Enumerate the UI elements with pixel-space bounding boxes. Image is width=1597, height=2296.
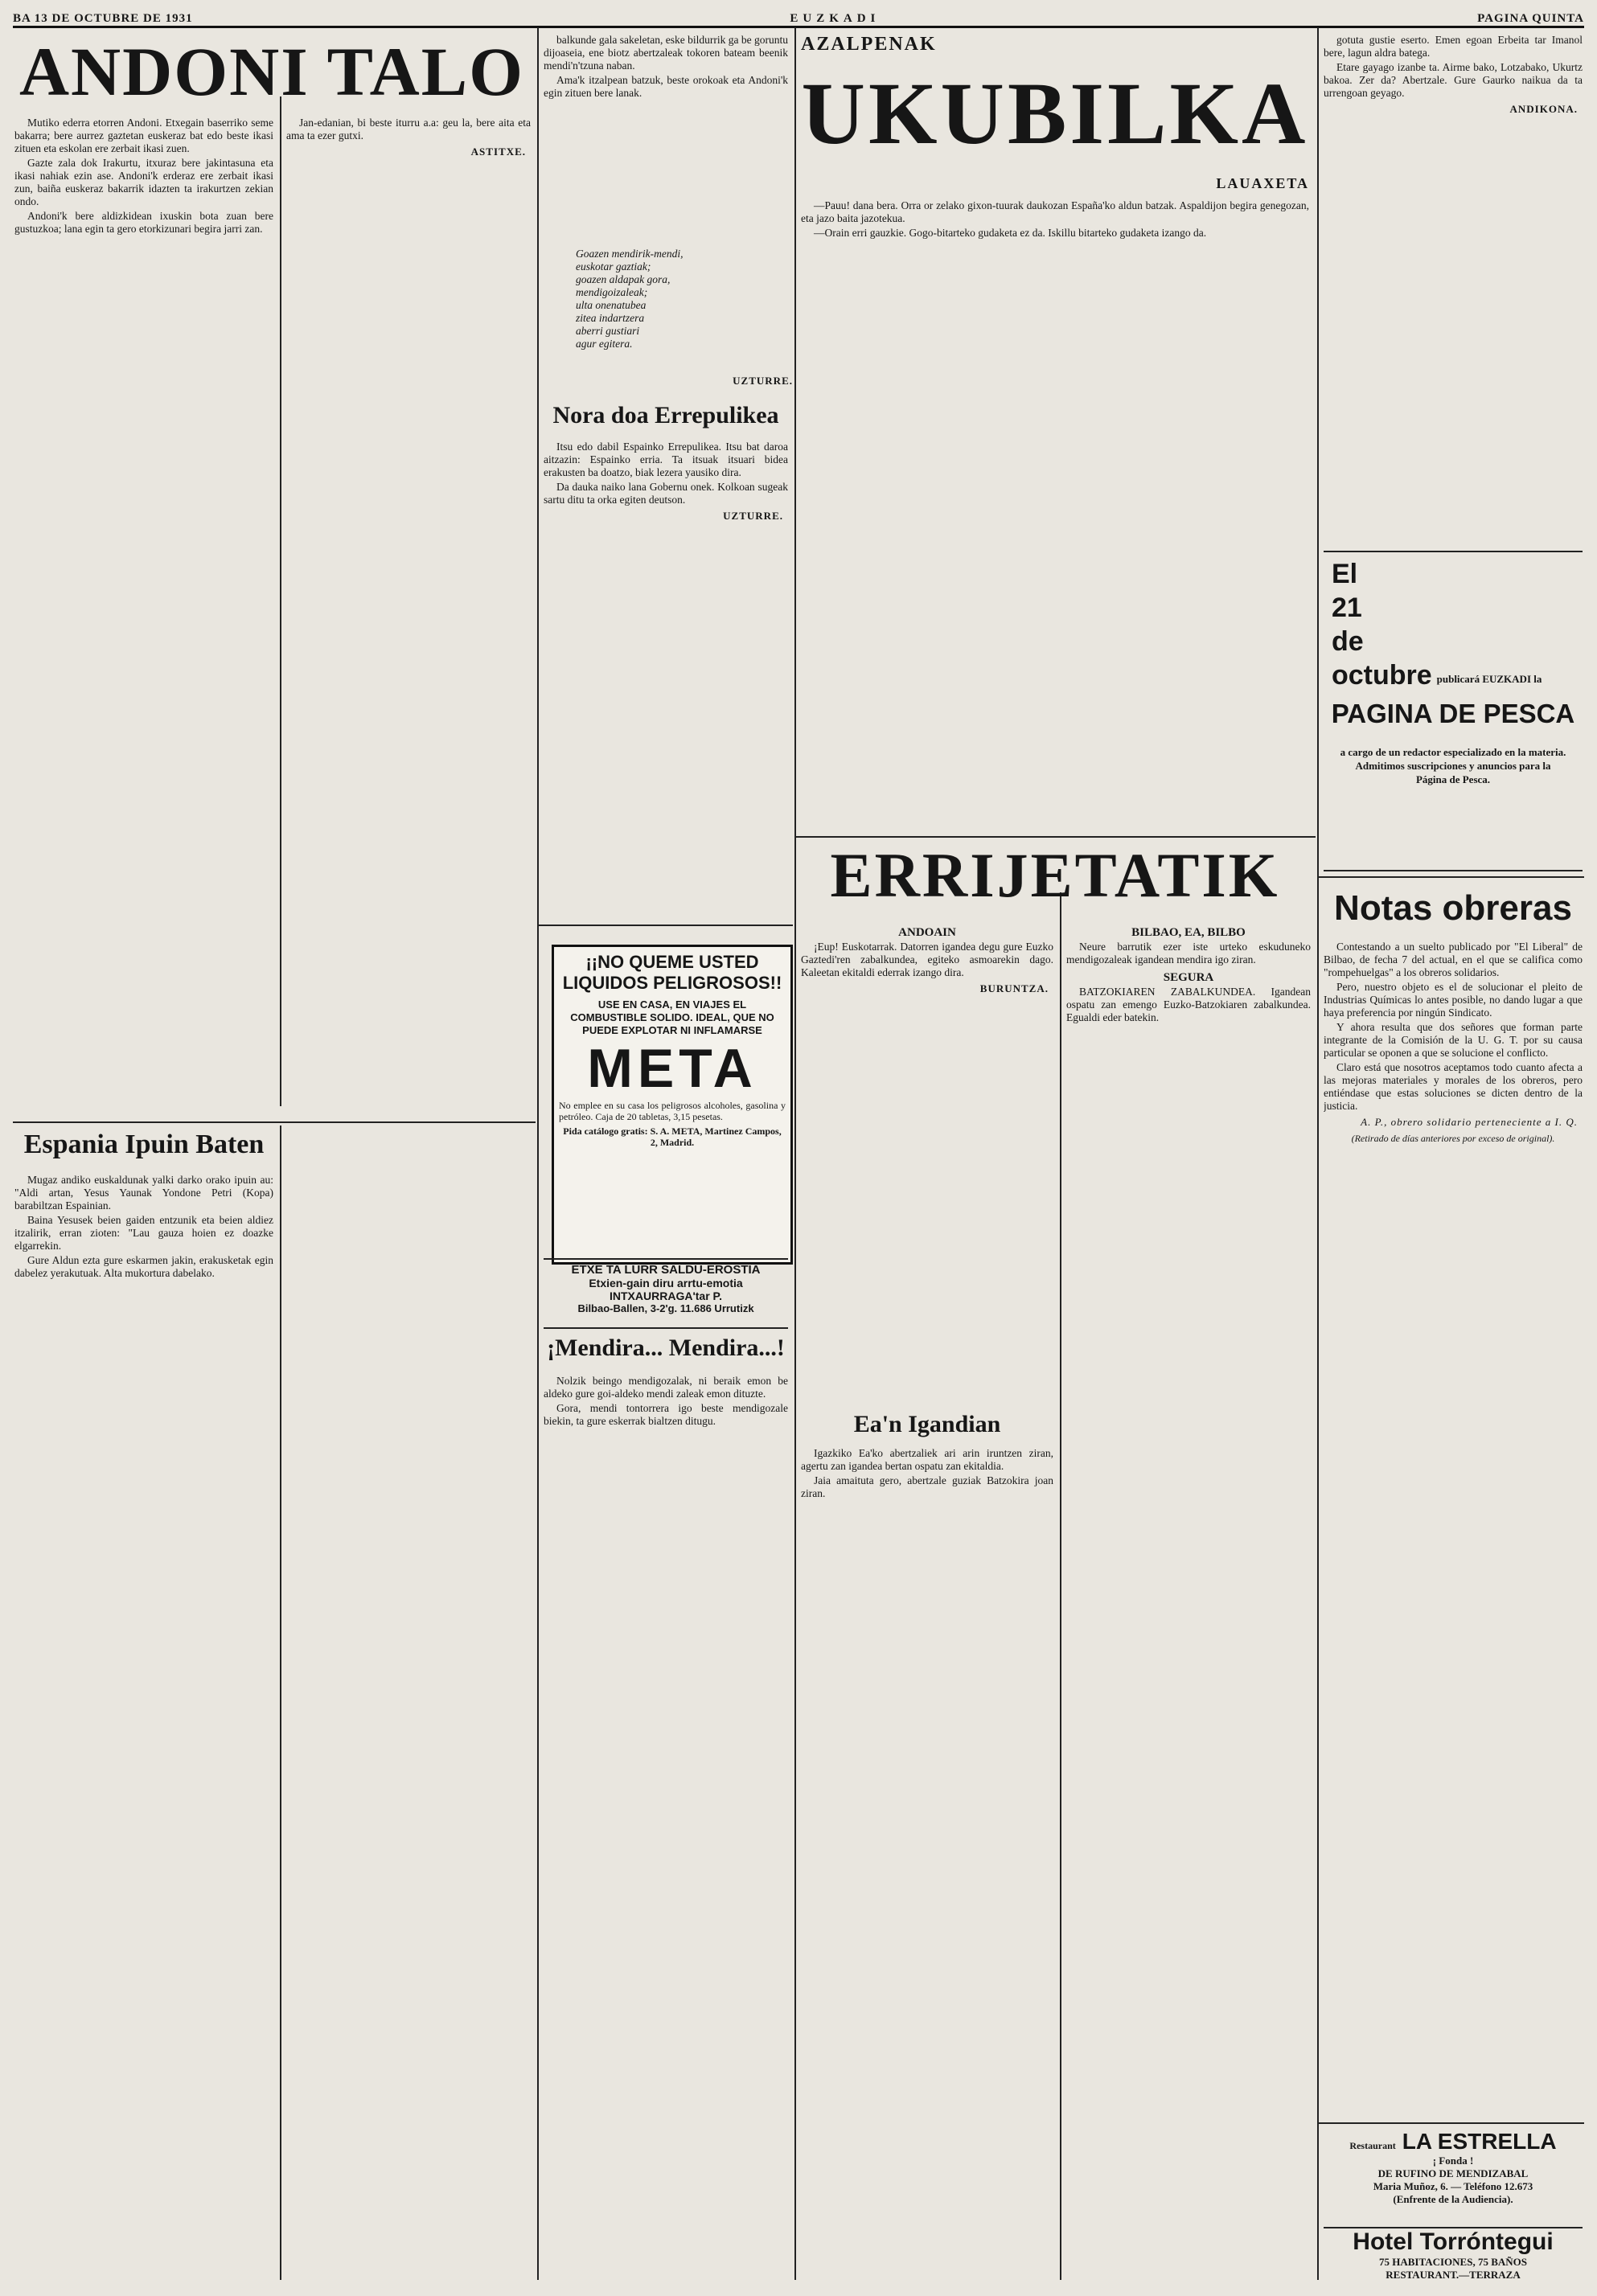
section-place: BILBAO, EA, BILBO bbox=[1131, 926, 1246, 939]
pesca-details: a cargo de un redactor especializado en la materia. Admitimos suscripciones y anuncios para la Página de Pesca. bbox=[1340, 746, 1566, 785]
paragraph: Igazkiko Ea'ko abertzaliek ari arin iruntzen ziran, agertu zan igandea bertan ospatu zan ekitaldia. bbox=[801, 1447, 1053, 1472]
section-rule bbox=[539, 925, 793, 926]
paragraph: —Pauu! dana bera. Orra or zelako gixon-tuurak daukozan España'ko aldun batzak. Aspaldijon begira genegozan, eta jazo baita jazotekua. bbox=[801, 199, 1309, 224]
pesca-el: El bbox=[1332, 559, 1358, 589]
meta-subhead: USE EN CASA, EN VIAJES EL COMBUSTIBLE SOLIDO. IDEAL, QUE NO PUEDE EXPLOTAR NI INFLAMARSE bbox=[570, 998, 774, 1036]
header-date: BA 13 DE OCTUBRE DE 1931 bbox=[13, 12, 193, 25]
espania-body bbox=[14, 1174, 273, 2283]
hotel-line: RESTAURANT.—TERRAZA bbox=[1386, 2269, 1521, 2281]
balkunde-body bbox=[544, 34, 788, 243]
paragraph: Pero, nuestro objeto es el de solucionar el pleito de Industrias Químicas lo antes posible, no dando lugar a que haya preferencia por ningún Sindicato. bbox=[1324, 981, 1583, 1019]
verse-line: ulta onenatubea bbox=[576, 299, 647, 311]
pesca-day: 21 bbox=[1332, 592, 1362, 623]
hotel-line: 75 HABITACIONES, 75 BAÑOS bbox=[1379, 2256, 1527, 2268]
column-rule bbox=[280, 96, 281, 1106]
section-place: ANDOAIN bbox=[898, 926, 956, 939]
paragraph: Itsu edo dabil Espainko Errepulikea. Itsu bat daroa aitzazin: Espainko erria. Ta itsuak itsuari bidea erakusten ba doatzo, biak lezera yausiko dira. bbox=[544, 441, 788, 478]
section-rule bbox=[13, 1121, 536, 1123]
pesca-month: octubre bbox=[1332, 660, 1432, 691]
estrella-line: Maria Muñoz, 6. — Teléfono 12.673 bbox=[1373, 2180, 1533, 2192]
paragraph: Y ahora resulta que dos señores que forman parte integrante de la Comisión de la U. G. T. por su causa particular se oponen a que se solucione el conflicto. bbox=[1324, 1021, 1583, 1059]
meta-brand: META bbox=[587, 1038, 757, 1099]
mendira-body bbox=[544, 1375, 788, 2283]
paragraph: Mutiko ederra etorren Andoni. Etxegain baserriko seme bakarra; bere aurrez gaztetan euskeraz bat edo beste ikasi zituen eta eskolan ere zerbait ikasi zuen. bbox=[14, 117, 273, 154]
paragraph: —Orain erri gauzkie. Gogo-bitarteko gudaketa ez da. Iskillu bitarteko gudaketa izango da. bbox=[814, 227, 1207, 239]
hotel-name: Hotel Torróntegui bbox=[1353, 2228, 1554, 2255]
estrella-advertisement bbox=[1324, 2129, 1583, 2224]
ukubilka-title: UKUBILKA bbox=[801, 64, 1309, 162]
paragraph: Gora, mendi tontorrera igo beste mendigozale biekin, ta gure eskerrak bialtzen ditugu. bbox=[544, 1402, 788, 1427]
paragraph: Gazte zala dok Irakurtu, itxuraz bere jakintasuna eta ikasi nahiak ezin ase. Andoni'k erderaz ere zerbait ikasi zun, baiña euskeraz bakarrik idazten ta irakurtzen zekian ondo. bbox=[14, 157, 273, 207]
estrella-label: Restaurant bbox=[1349, 2140, 1396, 2151]
nora-title: Nora doa Errepulikea bbox=[552, 402, 779, 428]
errijetatik-right bbox=[1066, 925, 1311, 2283]
meta-address: Pida catálogo gratis: S. A. META, Martinez Campos, 2, Madrid. bbox=[563, 1125, 782, 1148]
paragraph: Jaia amaituta gero, abertzale guziak Batzokira joan ziran. bbox=[801, 1474, 1053, 1499]
column-rule bbox=[537, 27, 539, 2280]
andoni-body-right bbox=[286, 117, 531, 1113]
section-rule bbox=[1319, 876, 1584, 878]
paragraph: Etare gayago izanbe ta. Airme bako, Lotzabako, Ukurtz bakoa. Zer da? Abertzale. Gure Gaurko naikua da ta urrengoan geyago. bbox=[1324, 61, 1583, 99]
meta-body: No emplee en su casa los peligrosos alcoholes, gasolina y petróleo. Caja de 20 tabletas, 3,15 pesetas. bbox=[559, 1100, 786, 1122]
errijetatik-signature: BURUNTZA. bbox=[979, 982, 1049, 994]
column-rule bbox=[794, 27, 796, 2280]
paragraph: Ama'k itzalpean batzuk, beste orokoak eta Andoni'k egin zituen bere lanak. bbox=[544, 74, 788, 99]
paragraph: Andoni'k bere aldizkidean ixuskin bota zuan bere gustuzkoa; lana egin ta gero etorkizunari begira jarri zan. bbox=[14, 210, 273, 235]
pesca-headline: PAGINA DE PESCA bbox=[1331, 699, 1575, 728]
igandian-title: Ea'n Igandian bbox=[853, 1411, 1001, 1437]
estrella-line: ¡ Fonda ! bbox=[1432, 2155, 1474, 2167]
verse-line: goazen aldapak gora, bbox=[576, 273, 671, 285]
paragraph: Claro está que nosotros aceptamos todo cuanto afecta a las mejoras materiales y morales de los obreros, pero entiéndase que estas soluciones se dicten dentro de la justicia. bbox=[1324, 1061, 1583, 1112]
pesca-advertisement bbox=[1324, 551, 1583, 871]
verse-line: agur egitera. bbox=[576, 338, 633, 350]
page-header bbox=[13, 5, 1584, 28]
igandian-body bbox=[801, 1447, 1053, 2283]
column-rule bbox=[1317, 27, 1319, 2280]
paragraph: Neure barrutik ezer iste urteko eskuduneko mendigozaleak igandean mendira igo ziran. bbox=[1066, 941, 1311, 966]
paragraph: Baina Yesusek beien gaiden entzunik eta beien aldiez itzalirik, erran zioten: "Lau gauza hoien ez doazke elgarrekin. bbox=[14, 1214, 273, 1252]
andoni-body-left bbox=[14, 117, 273, 1113]
andoni-signature: ASTITXE. bbox=[470, 146, 526, 158]
pesca-publica: publicará EUZKADI la bbox=[1436, 673, 1542, 685]
section-place: SEGURA bbox=[1163, 971, 1214, 984]
verse-line: mendigoizaleak; bbox=[576, 286, 648, 298]
paragraph: Gure Aldun ezta gure eskarmen jakin, erakusketak egin dabelez yerakutuak. Alta mukortura dabelako. bbox=[14, 1254, 273, 1279]
errijetatik-title: ERRIJETATIK bbox=[830, 840, 1280, 910]
paragraph: ¡Eup! Euskotarrak. Datorren igandea degu gure Euzko Gaztedi'ren zabalkundea, egiteko asmoarekin dago. Kaleetan ekitaldi ederrak izango dira. bbox=[801, 941, 1053, 978]
estrella-line: DE RUFINO DE MENDIZABAL bbox=[1377, 2167, 1529, 2179]
balkunde-signature: UZTURRE. bbox=[733, 375, 793, 387]
notas-note: (Retirado de días anteriores por exceso de original). bbox=[1351, 1133, 1555, 1144]
saldu-line: INTXAURRAGA'tar P. bbox=[610, 1289, 722, 1302]
hotel-advertisement bbox=[1324, 2227, 1583, 2285]
meta-headline: ¡¡NO QUEME USTED LIQUIDOS PELIGROSOS!! bbox=[562, 952, 782, 993]
mendira-title: ¡Mendira... Mendira...! bbox=[547, 1335, 785, 1361]
verse-line: Goazen mendirik-mendi, bbox=[576, 248, 684, 260]
paragraph: balkunde gala sakeletan, eske bildurrik ga be goruntu dijoaseia, ene biotz abertzaleak tokoren bateam beenik mendi'n'tzuna naban. bbox=[544, 34, 788, 72]
paragraph: Nolzik beingo mendigozalak, ni beraik emon be aldeko gure goi-aldeko mendi zaleak emon dituzte. bbox=[544, 1375, 788, 1400]
header-paper-name: EUZKADI bbox=[790, 12, 881, 25]
column-rule bbox=[280, 1125, 281, 2280]
saldu-line: Etxien-gain diru arrtu-emotia bbox=[589, 1277, 743, 1289]
section-rule bbox=[796, 836, 1316, 838]
ricol-signature: ANDIKONA. bbox=[1509, 103, 1578, 115]
paragraph: Contestando a un suelto publicado por "El Liberal" de Bilbao, de fecha 7 del actual, en el que se califica como "rompehuelgas" a los obreros solidarios. bbox=[1324, 941, 1583, 978]
paragraph: Jan-edanian, bi beste iturru a.a: geu la, bere aita eta ama ta ezer gutxi. bbox=[286, 117, 531, 141]
andoni-title: ANDONI TALO bbox=[18, 33, 525, 110]
ukubilka-body bbox=[801, 199, 1309, 826]
section-rule bbox=[1319, 2122, 1584, 2124]
notas-title: Notas obreras bbox=[1334, 888, 1572, 928]
espania-title: Espania Ipuin Baten bbox=[23, 1130, 265, 1159]
notas-body bbox=[1324, 941, 1583, 2114]
right-column-article bbox=[1324, 34, 1583, 484]
paragraph: BATZOKIAREN ZABALKUNDEA. Igandean ospatu zan emengo Euzko-Batzokiaren zabalkundea. Egualdi eder batekin. bbox=[1066, 986, 1311, 1023]
paragraph: gotuta gustie eserto. Emen egoan Erbeita tar Imanol bere, lagun aldra batega. bbox=[1324, 34, 1583, 59]
nora-signature: UZTURRE. bbox=[723, 510, 783, 522]
balkunde-verse bbox=[576, 248, 777, 372]
saldu-title: ETXE TA LURR SALDU-EROSTIA bbox=[571, 1263, 761, 1277]
pesca-de: de bbox=[1332, 626, 1364, 657]
verse-line: zitea indartzera bbox=[576, 312, 645, 324]
header-page-number: PAGINA QUINTA bbox=[1477, 12, 1584, 25]
estrella-line: (Enfrente de la Audiencia). bbox=[1393, 2193, 1513, 2205]
meta-advertisement bbox=[552, 945, 793, 1265]
saldu-advertisement bbox=[544, 1258, 788, 1329]
ukubilka-byline: LAUAXETA bbox=[1216, 175, 1309, 191]
verse-line: aberri gustiari bbox=[576, 325, 640, 337]
notas-signature: A. P., obrero solidario perteneciente a I. Q. bbox=[1361, 1116, 1578, 1128]
nora-body bbox=[544, 441, 788, 915]
paragraph: Mugaz andiko euskaldunak yalki darko orako ipuin au: "Aldi artan, Yesus Yaunak Yondone Petri (Kopa) barabiltzan Espainian. bbox=[14, 1174, 273, 1212]
paragraph: Da dauka naiko lana Gobernu onek. Kolkoan sugeak sartu ditu ta orka egiten deutson. bbox=[544, 481, 788, 506]
column-rule bbox=[1060, 892, 1061, 2280]
verse-line: euskotar gaztiak; bbox=[576, 260, 651, 273]
ukubilka-kicker: AZALPENAK bbox=[801, 34, 937, 55]
saldu-line: Bilbao-Ballen, 3-2'g. 11.686 Urrutizk bbox=[577, 1302, 754, 1314]
estrella-name: LA ESTRELLA bbox=[1402, 2129, 1557, 2154]
